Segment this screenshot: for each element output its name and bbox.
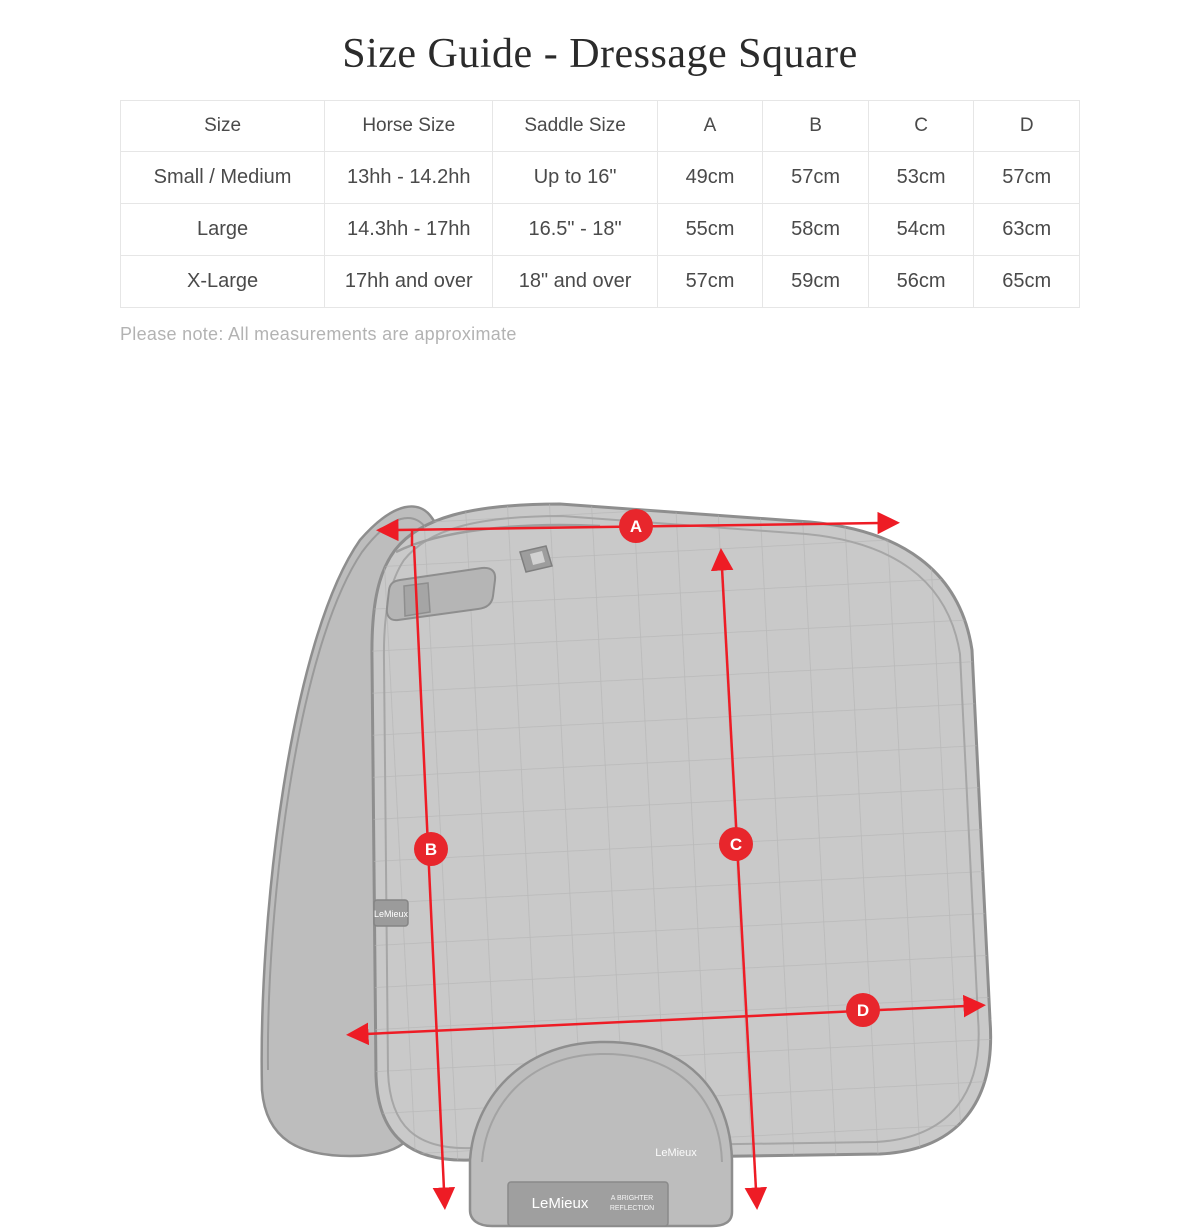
marker-c-label: C	[729, 835, 743, 854]
cell-saddle-size: Up to 16"	[493, 152, 657, 204]
cell-d: 63cm	[974, 204, 1080, 256]
page-title: Size Guide - Dressage Square	[342, 31, 858, 77]
cell-horse-size: 17hh and over	[325, 256, 493, 308]
cell-size: Large	[121, 204, 325, 256]
cell-a: 57cm	[657, 256, 763, 308]
cell-b: 59cm	[763, 256, 869, 308]
cell-a: 55cm	[657, 204, 763, 256]
brand-tab-label: LeMieux	[373, 909, 409, 919]
cell-b: 57cm	[763, 152, 869, 204]
cell-horse-size: 14.3hh - 17hh	[325, 204, 493, 256]
size-table	[120, 100, 1080, 308]
marker-b	[414, 832, 448, 866]
cell-c: 54cm	[868, 204, 974, 256]
saddle-pad-diagram	[0, 460, 1200, 1230]
table-row	[121, 204, 1080, 256]
marker-b-label: B	[424, 840, 438, 859]
table-row	[121, 152, 1080, 204]
size-table-container	[120, 100, 1080, 308]
size-table-body	[121, 152, 1080, 308]
header-c: C	[868, 101, 974, 152]
cell-a: 49cm	[657, 152, 763, 204]
woven-label-sub-2: REFLECTION	[609, 1205, 655, 1212]
table-row	[121, 256, 1080, 308]
cell-horse-size: 13hh - 14.2hh	[325, 152, 493, 204]
marker-c	[719, 827, 753, 861]
brand-tab	[374, 900, 409, 926]
marker-d-label: D	[856, 1001, 870, 1020]
header-b: B	[763, 101, 869, 152]
cell-d: 57cm	[974, 152, 1080, 204]
brand-badge-label: LeMieux	[655, 1147, 697, 1159]
cell-d: 65cm	[974, 256, 1080, 308]
woven-label-brand: LeMieux	[531, 1195, 589, 1212]
cell-size: Small / Medium	[121, 152, 325, 204]
header-saddle-size: Saddle Size	[493, 101, 657, 152]
header-size: Size	[121, 101, 325, 152]
header-d: D	[974, 101, 1080, 152]
woven-label-sub-1: A BRIGHTER	[610, 1195, 654, 1202]
header-horse-size: Horse Size	[325, 101, 493, 152]
marker-d	[846, 993, 880, 1027]
size-table-header	[121, 101, 1080, 152]
table-header-row	[121, 101, 1080, 152]
marker-a	[619, 509, 653, 543]
cell-saddle-size: 18" and over	[493, 256, 657, 308]
cell-size: X-Large	[121, 256, 325, 308]
cell-saddle-size: 16.5" - 18"	[493, 204, 657, 256]
measurement-note: Please note: All measurements are approximate	[120, 324, 517, 344]
woven-label	[508, 1182, 668, 1226]
header-a: A	[657, 101, 763, 152]
cell-c: 56cm	[868, 256, 974, 308]
cell-b: 58cm	[763, 204, 869, 256]
cell-c: 53cm	[868, 152, 974, 204]
marker-a-label: A	[629, 517, 643, 536]
